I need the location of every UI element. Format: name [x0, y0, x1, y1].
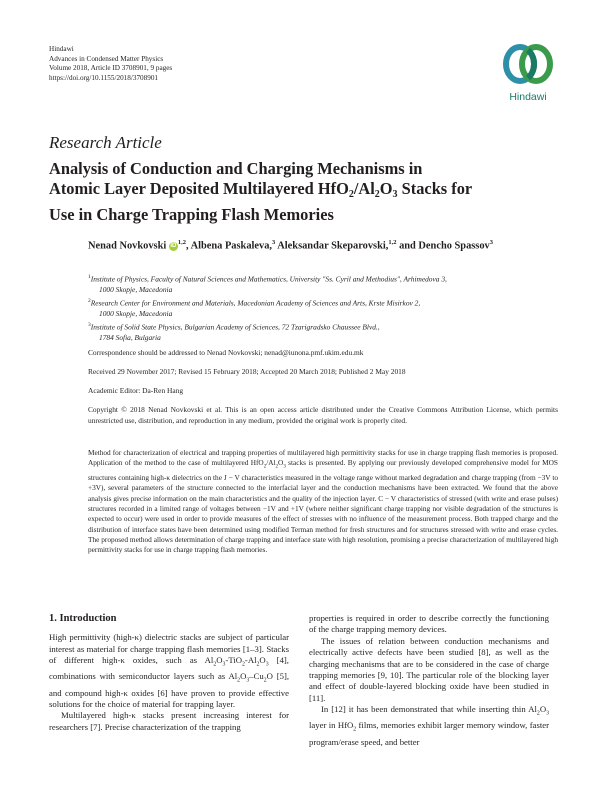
volume-info: Volume 2018, Article ID 3708901, 9 pages — [49, 64, 173, 73]
author-list: Nenad Novkovski iD$^{1,2}$, Albena Paskaleva,$^3$ Aleksandar Skeparovski,$^{1,2}$ and Dencho Spassov$^3$ — [88, 239, 493, 252]
author-name: Aleksandar Skeparovski, — [275, 240, 389, 252]
section-heading: 1. Introduction — [49, 613, 117, 624]
article-dates: Received 29 November 2017; Revised 15 February 2018; Accepted 20 March 2018; Published 2 May 2018 — [88, 367, 406, 376]
intro-paragraph-2: Multilayered high-κ stacks present increasing interest for researchers [7]. Precise characterization of the trapping — [49, 710, 289, 732]
affiliation-1: $^1$Institute of Physics, Faculty of Natural Sciences and Mathematics, University "Ss. Cyril and Methodius", Arhimedova 3, — [88, 274, 447, 284]
article-title — [49, 159, 529, 225]
right-column — [309, 613, 549, 748]
hindawi-logo-icon — [496, 40, 560, 90]
author-name: Nenad Novkovski — [88, 240, 167, 252]
intro-paragraph-1: High permittivity (high-κ) dielectric stacks are subject of particular interest as material for charge trapping flash memories [1–3]. Stacks of different high-κ oxides, such as $Al_2O_3-TiO_2-Al_2O_3$ [4], combinations with semiconductor layers such as $Al_2O_3-Cu_2O$ [5], and compound high-κ oxides [6] have proven to provide effective solutions for the choice of material for trapping layer. — [49, 632, 290, 709]
orcid-icon[interactable]: iD — [170, 243, 177, 250]
doi-link[interactable]: https://doi.org/10.1155/2018/3708901 — [49, 73, 159, 82]
title-line-1: Analysis of Conduction and Charging Mechanisms in — [49, 159, 423, 178]
abstract: Method for characterization of electrical and trapping properties of multilayered high permittivity stacks for use in charge trapping flash memories is proposed. Application of the method to the case of multilayered $HfO_2/Al_2O_3$ stacks is presented. By applying our previously developed comprehensive model for MOS structures containing high-κ dielectrics on the J − V characteristics measured in the voltage range without marked degradation and charge trapping (from −3V to +3V), several parameters of the structure connected to the interfacial layer and the conduction mechanisms have been extracted. We found that the above analysis gives precise information on the main characteristics and the quality of the injection layer. C − V characteristics of stressed (with write and erase pulses) structures recorded in a limited range of voltages between −1V and +1V (where neither significant charge trapping nor visible degradation of the structures is expected to occur) were used in order to provide measures of the effect of stresses with no influence of the measurement process. Both trapped charge and the distribution of interface states have been determined using modified Terman method for fresh structures and for structures stressed with write and erase cycles. The proposed method allows determination of charge trapping and interface state with high resolution, promising a precise characterization of multilayered high permittivity stacks for use in charge trapping flash memories. — [88, 448, 558, 555]
article-type: Research Article — [49, 133, 162, 152]
logo-text: Hindawi — [509, 91, 547, 103]
author-name: and Dencho Spassov — [396, 240, 490, 252]
intro-paragraph-4: In [12] it has been demonstrated that while inserting thin $Al_2O_3$ layer in HfO$_2$ films, memories exhibit larger memory window, faster program/erase speed, and better — [309, 704, 549, 747]
copyright-notice: Copyright © 2018 Nenad Novkovski et al. This is an open access article distributed under the Creative Commons Attribution License, which permits unrestricted use, distribution, and reproduction in any medium, provided the original work is properly cited. — [88, 405, 558, 425]
title-line-2: Atomic Layer Deposited Multilayered $HfO_2/Al_2O_3$ Stacks for — [49, 179, 473, 200]
hindawi-logo — [496, 40, 560, 104]
author-name: , Albena Paskaleva, — [185, 240, 273, 252]
affiliation-3: $^3$Institute of Solid State Physics, Bulgarian Academy of Sciences, 72 Tzarigradsko Chaussee Blvd., — [88, 321, 380, 332]
journal-name: Advances in Condensed Matter Physics — [49, 54, 164, 63]
intro-paragraph-3: The issues of relation between conduction mechanisms and electrically active defects have been studied [8], as well as the charging mechanisms that are to be considered in the case of charge trapping memories [9, 10]. The particular role of the blocking layer and effect of double-layered blocking oxide have been studied in [11]. — [309, 635, 549, 703]
affiliation-2: $^2$Research Center for Environment and Materials, Macedonian Academy of Sciences and Arts, Krste Misirkov 2, — [88, 297, 421, 308]
affiliations: $^1$Institute of Physics, Faculty of Natural Sciences and Mathematics, University "Ss. Cyril and Methodius", Arhimedova 3, 1000 Skopje, Macedonia $^2$Research Center for Environment and Materials, Macedonian Academy of Sciences and Arts, Krste Misirkov 2, 1000 Skopje, Macedonia $^3$Institute of Solid State Physics, Bulgarian Academy of Sciences, 72 Tzarigradsko Chaussee Blvd., 1784 Sofia, Bulgaria — [88, 272, 558, 344]
title-line-3: Use in Charge Trapping Flash Memories — [49, 205, 334, 224]
academic-editor: Academic Editor: Da-Ren Hang — [88, 386, 184, 395]
correspondence: Correspondence should be addressed to Nenad Novkovski; nenad@iunona.pmf.ukim.edu.mk — [88, 348, 364, 357]
intro-paragraph-2-cont: properties is required in order to describe correctly the functioning of the charge trapping memory devices. — [309, 613, 549, 635]
publisher-name: Hindawi — [49, 45, 74, 53]
left-column — [49, 613, 289, 733]
publication-info — [49, 45, 172, 83]
